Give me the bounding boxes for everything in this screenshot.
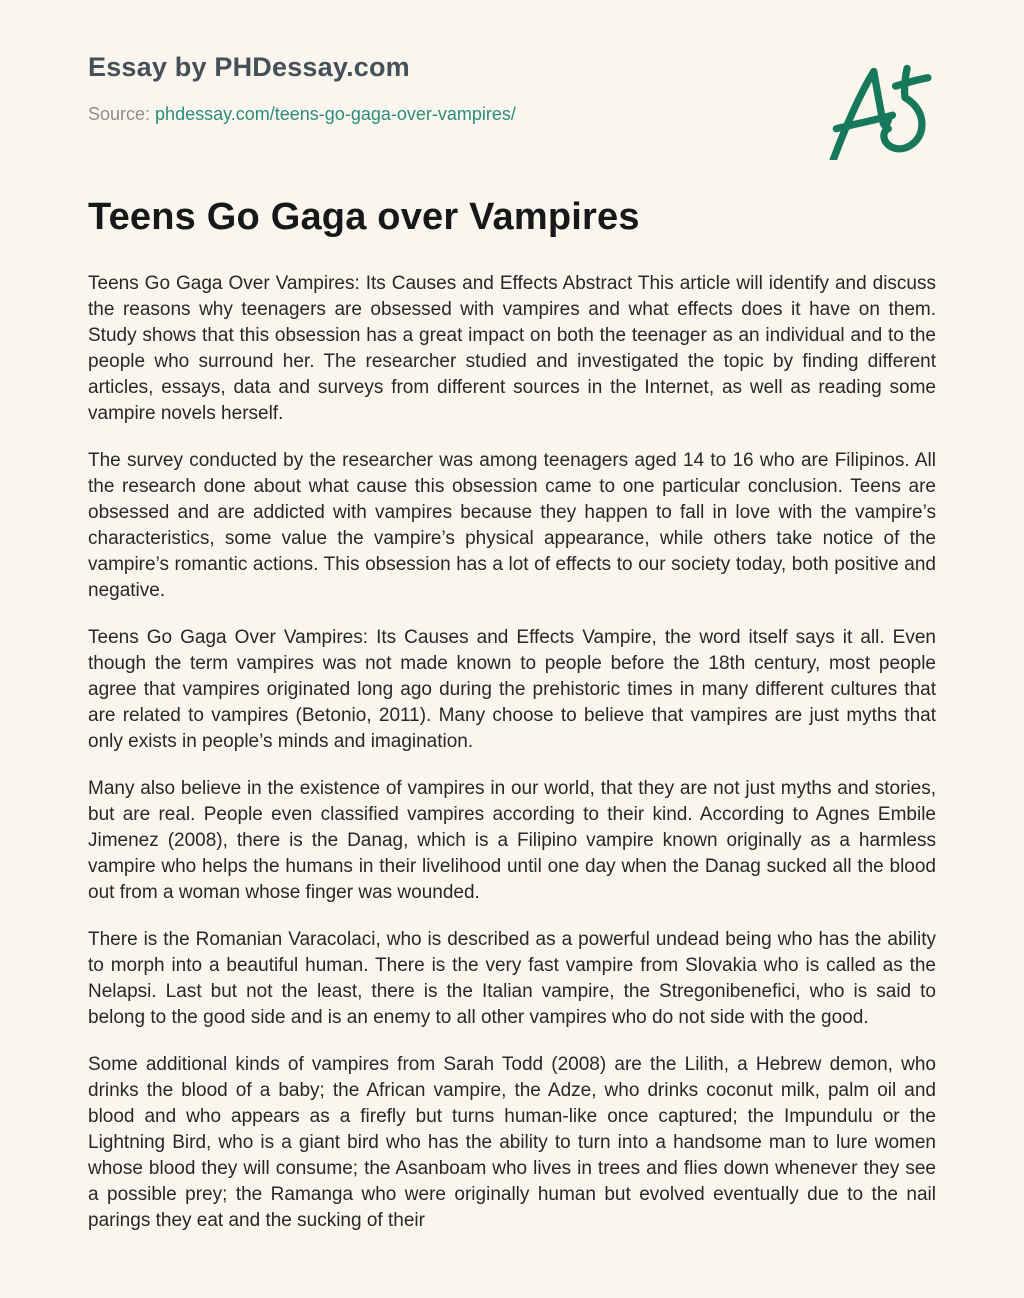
source-label: Source: bbox=[88, 104, 151, 124]
essay-paragraph: Teens Go Gaga Over Vampires: Its Causes and Effects Abstract This article will identify and discuss the reasons why teenagers are obsessed with vampires and what effects does it have on them. Study shows that this obsession has a great impact on both the teenager as an individual and to the people who surround her. The researcher studied and investigated the topic by finding different articles, essays, data and surveys from different sources in the Internet, as well as reading some vampire novels herself. bbox=[88, 273, 936, 424]
essay-paragraph: Teens Go Gaga Over Vampires: Its Causes and Effects Vampire, the word itself says it all. Even though the term vampires was not made known to people before the 18th century, most people agree that vampires originated long ago during the prehistoric times in many different cultures that are related to vampires (Betonio, 2011). Many choose to believe that vampires are just myths that only exists in people’s minds and imagination. bbox=[88, 627, 936, 752]
source-link[interactable]: phdessay.com/teens-go-gaga-over-vampires/ bbox=[155, 104, 516, 124]
a-plus-logo-icon bbox=[828, 60, 932, 160]
essay-paragraph: There is the Romanian Varacolaci, who is described as a powerful undead being who has the ability to morph into a beautiful human. There is the very fast vampire from Slovakia who is called as the Nelapsi. Last but not the least, there is the Italian vampire, the Stregonibenefici, who is said to belong to the good side and is an enemy to all other vampires who do not side with the good. bbox=[88, 929, 936, 1028]
site-title: Essay by PHDessay.com bbox=[88, 52, 410, 82]
source-line bbox=[88, 103, 936, 125]
essay-body bbox=[88, 271, 936, 1263]
essay-paragraph: Many also believe in the existence of vampires in our world, that they are not just myths and stories, but are real. People even classified vampires according to their kind. According to Agnes Embile Jimenez (2008), there is the Danag, which is a Filipino vampire known originally as a harmless vampire who helps the humans in their livelihood until one day when the Danag sucked all the blood out from a woman whose finger was wounded. bbox=[88, 778, 936, 903]
essay-paragraph: The survey conducted by the researcher was among teenagers aged 14 to 16 who are Filipinos. All the research done about what cause this obsession came to one particular conclusion. Teens are obsessed and are addicted with vampires because they happen to fall in love with the vampire’s characteristics, some value the vampire’s physical appearance, while others take notice of the vampire’s romantic actions. This obsession has a lot of effects to our society today, both positive and negative. bbox=[88, 450, 936, 601]
essay-paragraph: Some additional kinds of vampires from Sarah Todd (2008) are the Lilith, a Hebrew demon, who drinks the blood of a baby; the African vampire, the Adze, who drinks coconut milk, palm oil and blood and who appears as a firefly but turns human-like once captured; the Impundulu or the Lightning Bird, who is a giant bird who has the ability to turn into a handsome man to lure women whose blood they will consume; the Asanboam who lives in trees and flies down whenever they see a possible prey; the Ramanga who were originally human but evolved eventually due to the nail parings they eat and the sucking of their bbox=[88, 1054, 936, 1231]
phdessay-logo bbox=[828, 60, 932, 160]
page-header bbox=[88, 52, 936, 125]
essay-title: Teens Go Gaga over Vampires bbox=[88, 196, 640, 238]
